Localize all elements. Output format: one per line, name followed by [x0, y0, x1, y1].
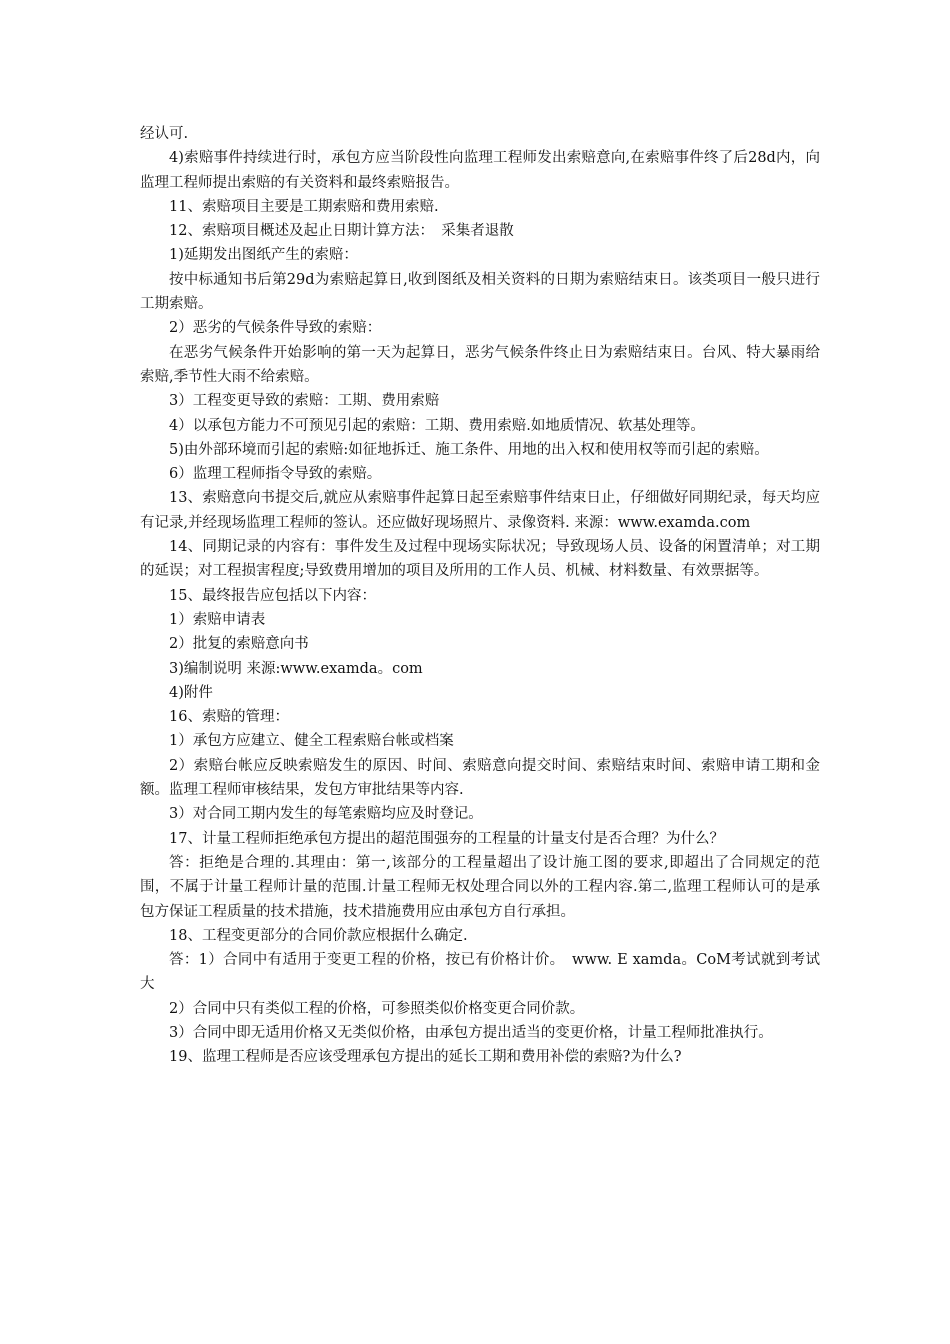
paragraph: 16、索赔的管理： [169, 709, 289, 726]
paragraph: 18、工程变更部分的合同价款应根据什么确定. [169, 927, 468, 944]
document-body [140, 122, 820, 1070]
paragraph: 3）对合同工期内发生的每笔索赔均应及时登记。 [169, 806, 483, 823]
paragraph: 在恶劣气候条件开始影响的第一天为起算日，恶劣气候条件终止日为索赔结束日。台风、特大暴雨给索赔,季节性大雨不给索赔。 [140, 344, 820, 385]
paragraph: 11、索赔项目主要是工期索赔和费用索赔. [169, 198, 439, 215]
paragraph: 17、计量工程师拒绝承包方提出的超范围强夯的工程量的计量支付是否合理？为什么？ [169, 830, 724, 847]
paragraph: 13、索赔意向书提交后,就应从索赔事件起算日起至索赔事件结束日止，仔细做好同期纪录，每天均应有记录,并经现场监理工程师的签认。还应做好现场照片、录像资料. 来源：www.examda.com [140, 490, 820, 531]
paragraph: 14、同期记录的内容有：事件发生及过程中现场实际状况；导致现场人员、设备的闲置清单；对工期的延误；对工程损害程度;导致费用增加的项目及所用的工作人员、机械、材料数量、有效票据等。 [140, 539, 820, 580]
paragraph: 2）索赔台帐应反映索赔发生的原因、时间、索赔意向提交时间、索赔结束时间、索赔申请工期和金额。监理工程师审核结果，发包方审批结果等内容. [140, 757, 820, 799]
paragraph: 3)编制说明 来源:www.examda。com [169, 660, 423, 677]
paragraph: 5)由外部环境而引起的索赔:如征地拆迁、施工条件、用地的出入权和使用权等而引起的索赔。 [169, 441, 769, 458]
paragraph: 3）工程变更导致的索赔：工期、费用索赔 [169, 393, 440, 410]
paragraph: 按中标通知书后第29d为索赔起算日,收到图纸及相关资料的日期为索赔结束日。该类项目一般只进行工期索赔。 [140, 271, 820, 313]
paragraph: 4)附件 [169, 684, 213, 701]
paragraph: 1）承包方应建立、健全工程索赔台帐或档案 [169, 733, 454, 750]
paragraph: 2）恶劣的气候条件导致的索赔： [169, 320, 382, 337]
paragraph: 经认可. [140, 126, 189, 142]
paragraph: 1）索赔申请表 [169, 611, 266, 628]
paragraph: 15、最终报告应包括以下内容： [169, 587, 376, 604]
paragraph: 4)索赔事件持续进行时，承包方应当阶段性向监理工程师发出索赔意向,在索赔事件终了后28d内，向监理工程师提出索赔的有关资料和最终索赔报告。 [140, 150, 820, 191]
paragraph: 19、监理工程师是否应该受理承包方提出的延长工期和费用补偿的索赔?为什么? [169, 1049, 682, 1066]
paragraph: 答：拒绝是合理的.其理由：第一,该部分的工程量超出了设计施工图的要求,即超出了合同规定的范围，不属于计量工程师计量的范围.计量工程师无权处理合同以外的工程内容.第二,监理工程师认可的是承包方保证工程质量的技术措施，技术措施费用应由承包方自行承担。 [140, 854, 820, 920]
paragraph: 3）合同中即无适用价格又无类似价格，由承包方提出适当的变更价格，计量工程师批准执行。 [169, 1024, 773, 1041]
paragraph: 2）合同中只有类似工程的价格，可参照类似价格变更合同价款。 [169, 1000, 585, 1017]
paragraph: 2）批复的索赔意向书 [169, 636, 309, 653]
paragraph: 4）以承包方能力不可预见引起的索赔：工期、费用索赔.如地质情况、软基处理等。 [169, 417, 705, 434]
paragraph: 6）监理工程师指令导致的索赔。 [169, 466, 382, 483]
paragraph: 12、索赔项目概述及起止日期计算方法： 采集者退散 [169, 223, 514, 240]
paragraph: 1)延期发出图纸产生的索赔： [169, 247, 358, 264]
paragraph: 答：1）合同中有适用于变更工程的价格，按已有价格计价。 www. E xamda。CoM考试就到考试大 [140, 952, 820, 993]
